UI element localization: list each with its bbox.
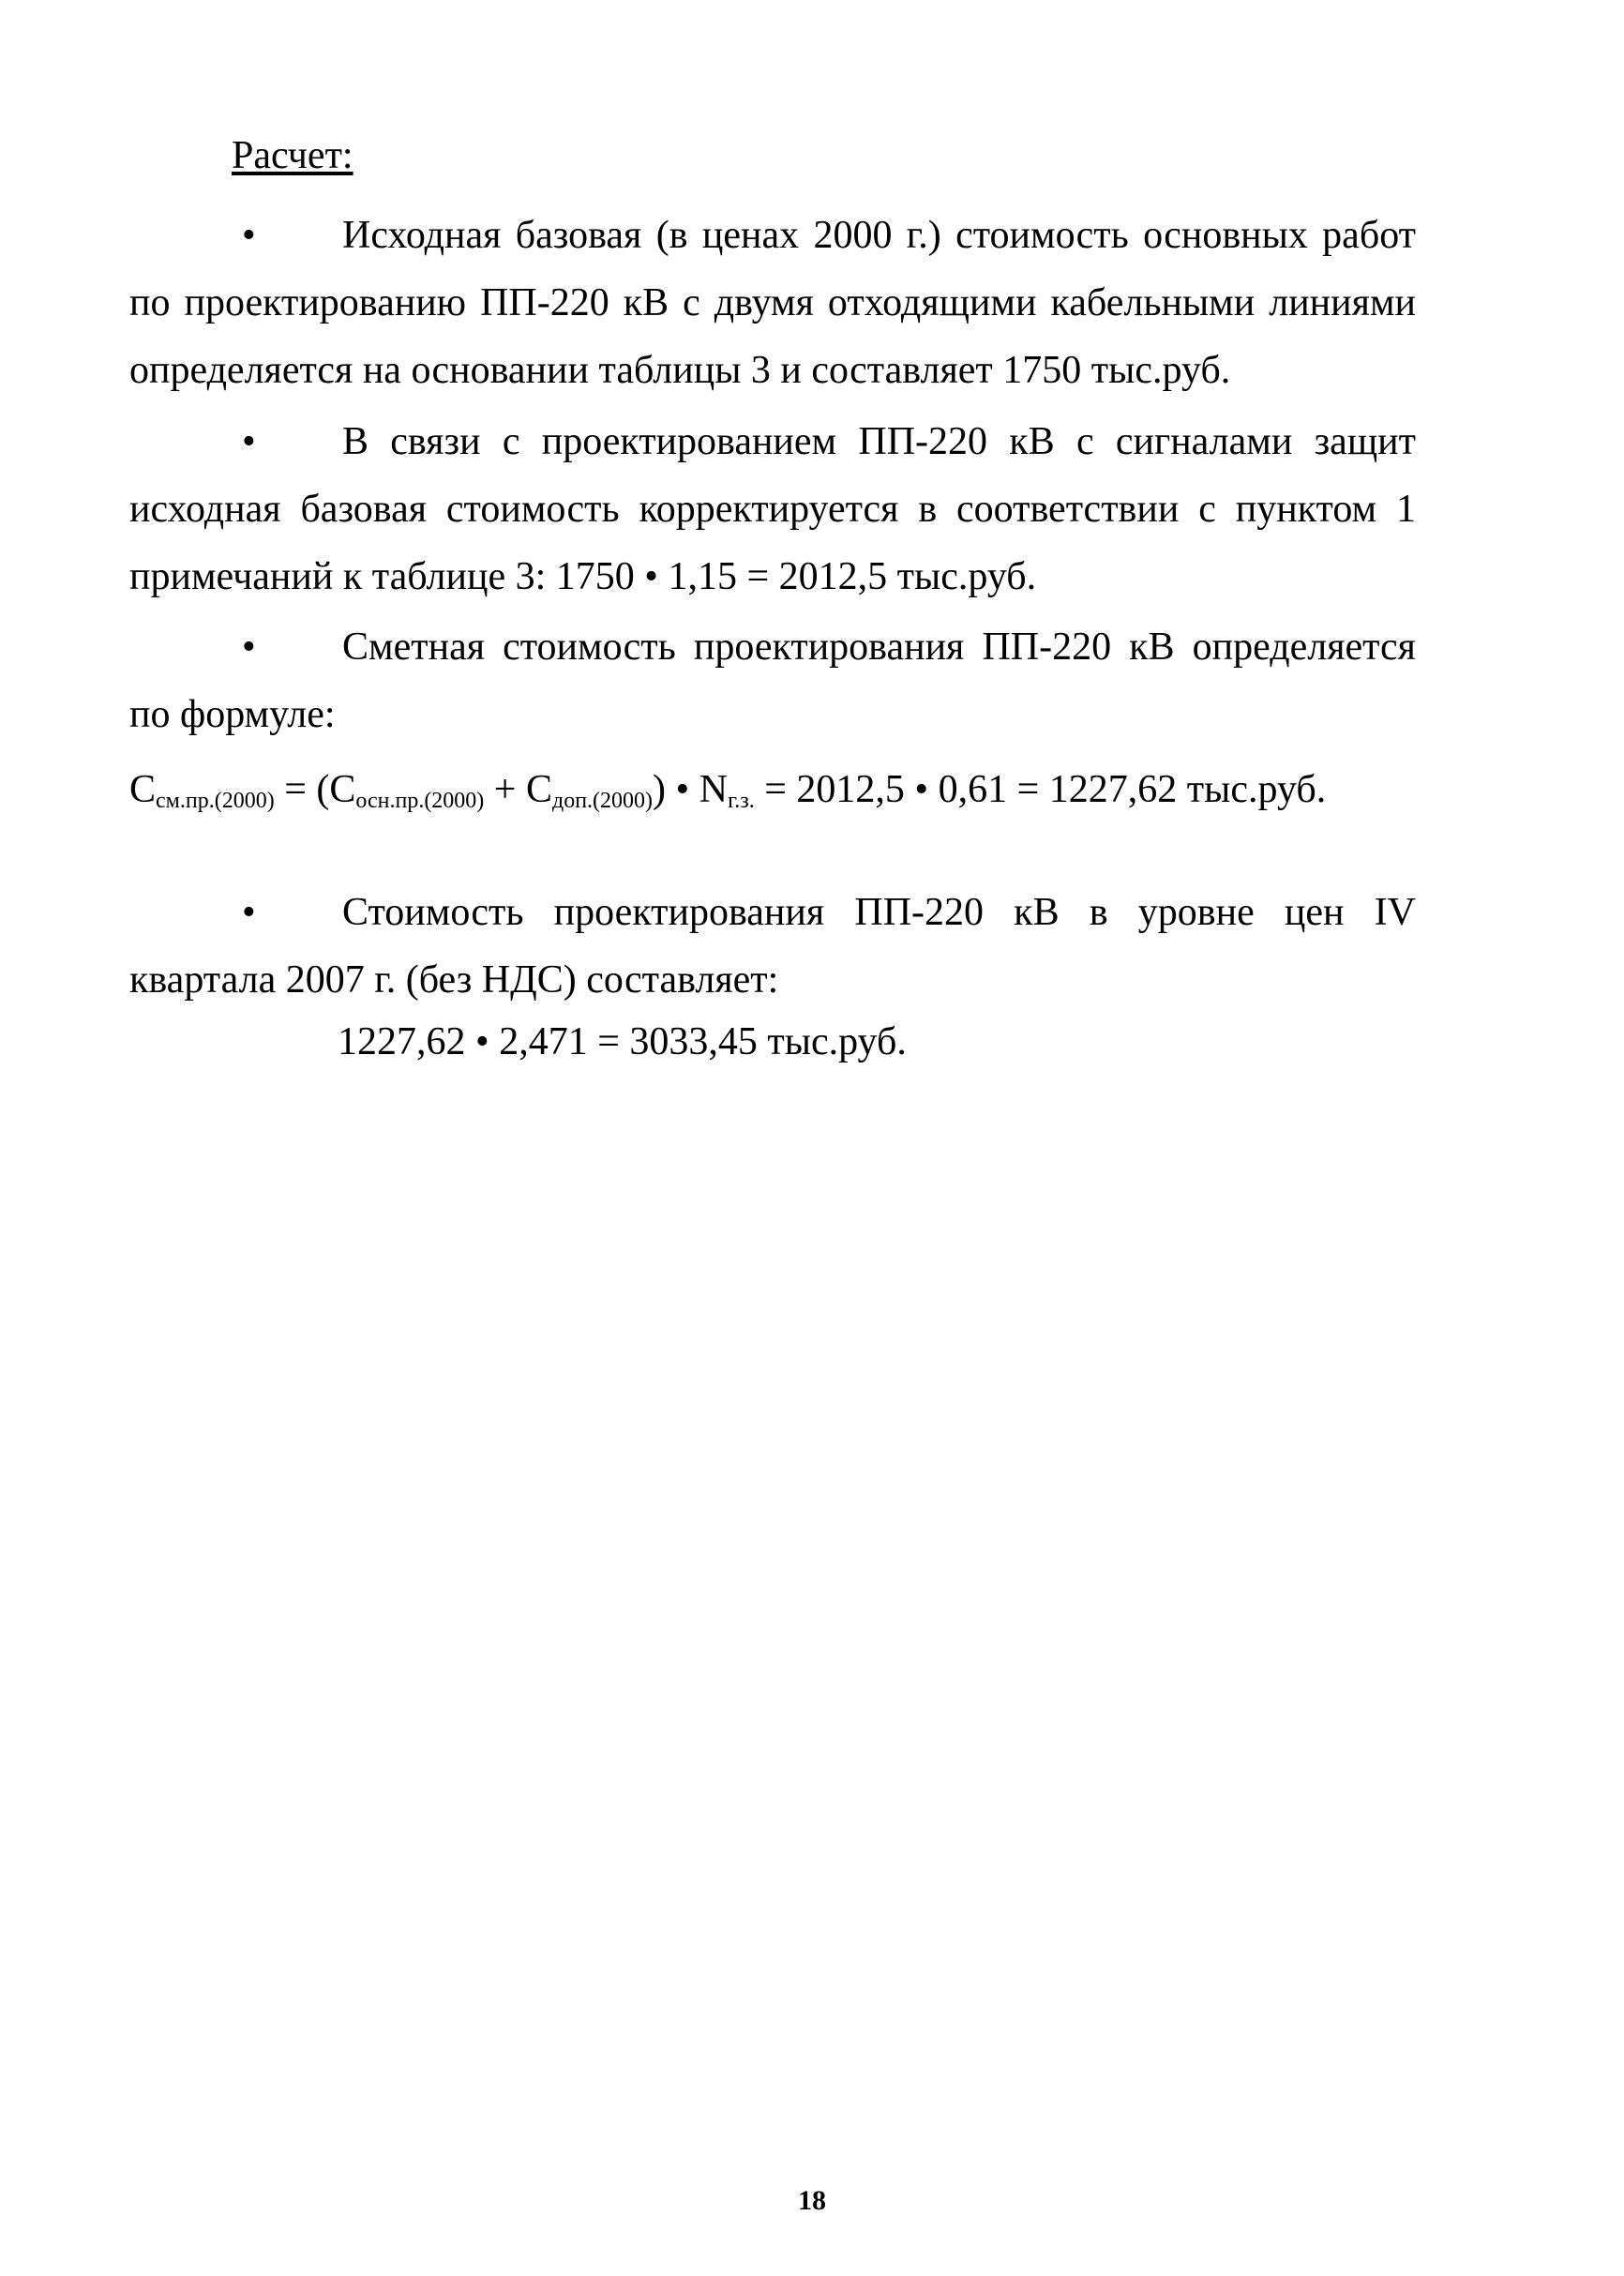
formula-result: = 2012,5 • 0,61 = 1227,62 тыс.руб.: [754, 768, 1327, 811]
section-heading: Расчет:: [232, 134, 353, 177]
estimate-formula: [129, 767, 1326, 814]
paragraph-text: В связи с проектированием ПП-220 кВ с сигналами защит исходная базовая стоимость корректируется в соответствии с пунктом 1 примечаний к таблице 3: 1750 • 1,15 = 2012,5 тыс.руб.: [129, 420, 1416, 598]
formula-subscript: г.з.: [728, 789, 755, 813]
bullet-marker: •: [242, 891, 256, 934]
paragraph-base-cost: [129, 202, 1416, 404]
formula-symbol: = (С: [274, 768, 356, 811]
paragraph-text: Исходная базовая (в ценах 2000 г.) стоимость основных работ по проектированию ПП-220 кВ с двумя отходящими кабельными линиями определяется на основании таблицы 3 и составляет 1750 тыс.руб.: [129, 214, 1416, 392]
paragraph-price-level: [129, 879, 1416, 1014]
formula-symbol: ) • N: [653, 768, 729, 811]
formula-subscript: осн.пр.(2000): [355, 789, 485, 813]
paragraph-correction: [129, 408, 1416, 610]
formula-symbol: С: [129, 768, 157, 811]
bullet-marker: •: [242, 626, 256, 669]
bullet-marker: •: [242, 214, 256, 257]
bullet-marker: •: [242, 420, 256, 463]
formula-subscript: см.пр.(2000): [156, 789, 275, 813]
paragraph-text: Сметная стоимость проектирования ПП-220 кВ определяется по формуле:: [129, 626, 1416, 736]
paragraph-text: Стоимость проектирования ПП-220 кВ в уровне цен IV квартала 2007 г. (без НДС) составляет:: [129, 891, 1416, 1002]
formula-symbol: + С: [484, 768, 552, 811]
final-calculation: 1227,62 • 2,471 = 3033,45 тыс.руб.: [338, 1020, 907, 1063]
formula-subscript: доп.(2000): [552, 789, 654, 813]
paragraph-estimate: [129, 613, 1416, 748]
page-number: 18: [798, 2185, 826, 2216]
